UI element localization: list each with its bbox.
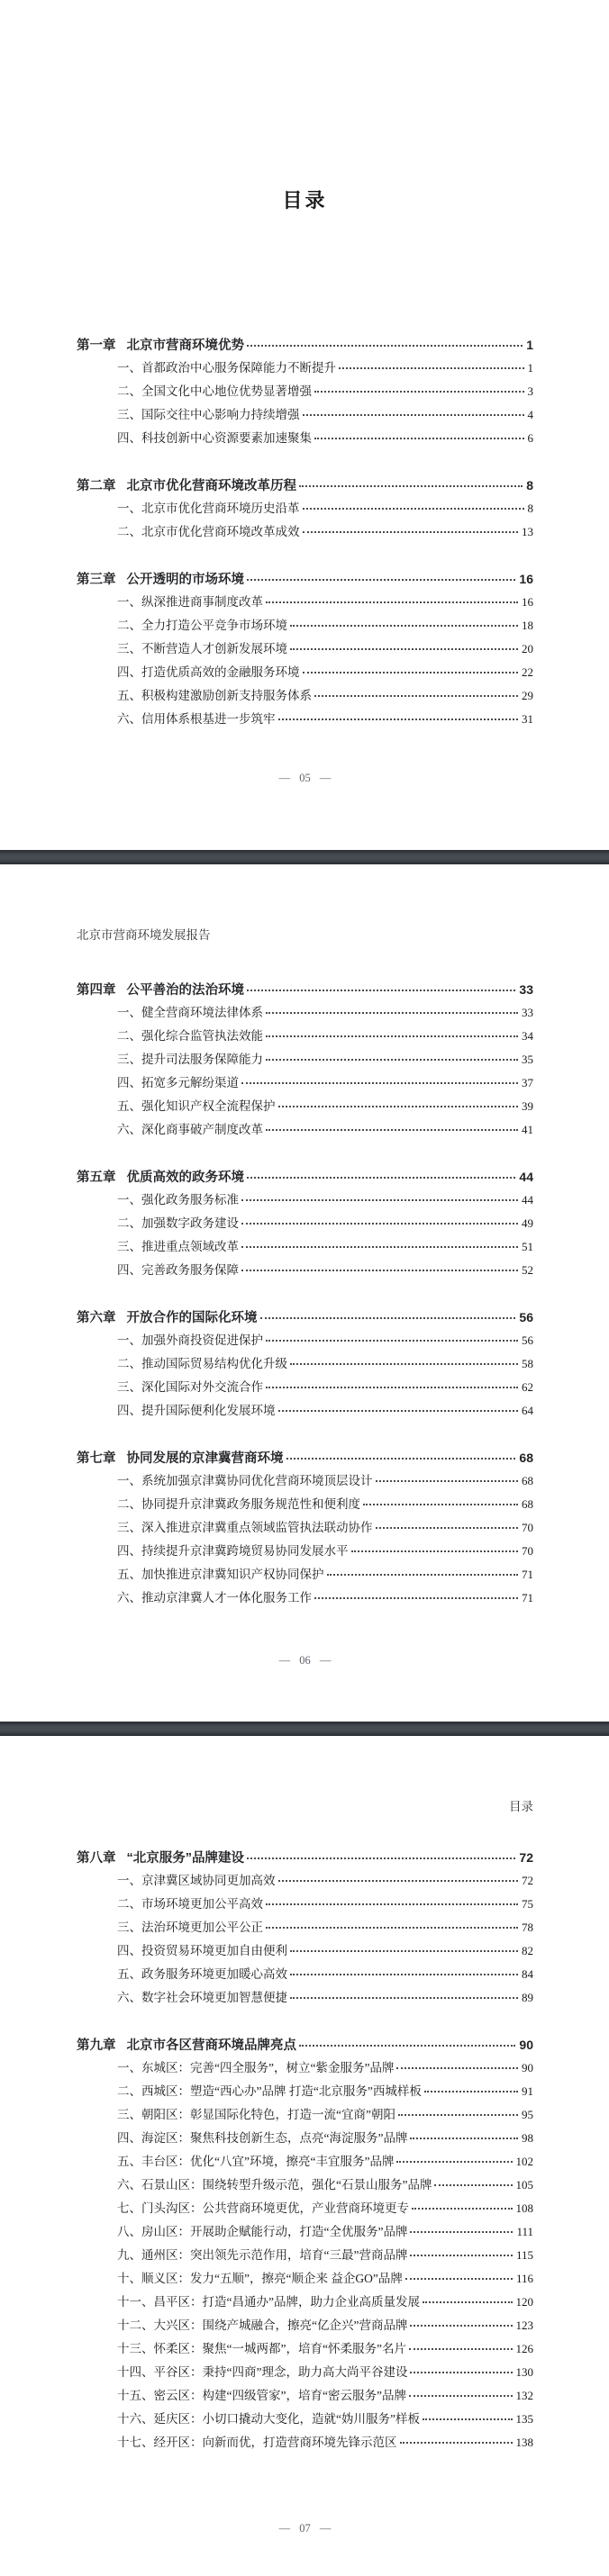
item-page-number: 13 <box>522 525 533 538</box>
chapter-block <box>77 1306 533 1423</box>
chapter-list <box>77 333 533 731</box>
dot-leader <box>410 2255 512 2256</box>
item-title: 二、北京市优化营商环境改革成效 <box>117 525 300 538</box>
page-number-footer: — 07 — <box>278 2522 332 2535</box>
chapter-page-number: 33 <box>519 982 533 997</box>
item-title: 六、石景山区：围绕转型升级示范，强化“石景山服务”品牌 <box>117 2178 432 2192</box>
item-page-number: 123 <box>515 2318 533 2332</box>
item-title: 四、打造优质高效的金融服务环境 <box>117 665 300 679</box>
dot-leader <box>410 2372 512 2373</box>
toc-item-entry <box>77 1563 533 1586</box>
item-title: 二、西城区：塑造“西心办”品牌 打造“北京服务”西城样板 <box>117 2084 422 2098</box>
chapter-number: 第三章 <box>77 573 116 587</box>
item-title: 五、强化知识产权全流程保护 <box>117 1099 276 1113</box>
item-page-number: 68 <box>522 1497 533 1511</box>
item-title: 十一、昌平区：打造“昌通办”品牌，助力企业高质量发展 <box>117 2295 420 2309</box>
item-page-number: 135 <box>515 2412 533 2426</box>
item-page-number: 34 <box>522 1029 533 1043</box>
toc-item-entry <box>77 1399 533 1423</box>
chapter-number: 第九章 <box>77 2038 116 2053</box>
item-page-number: 44 <box>522 1193 533 1207</box>
item-page-number: 68 <box>522 1474 533 1487</box>
dot-leader <box>376 1527 519 1529</box>
toc-item-entry <box>77 1893 533 1916</box>
item-title: 四、提升国际便利化发展环境 <box>117 1404 276 1417</box>
chapter-number: 第六章 <box>77 1311 116 1325</box>
dot-leader <box>400 2442 513 2444</box>
toc-page-06 <box>0 864 609 1722</box>
item-page-number: 130 <box>515 2365 533 2379</box>
item-page-number: 39 <box>522 1099 533 1113</box>
chapter-page-number: 1 <box>526 338 533 352</box>
dot-leader <box>363 1504 518 1505</box>
toc-item-entry <box>77 614 533 637</box>
chapter-number: 第一章 <box>77 339 116 353</box>
item-title: 一、首都政治中心服务保障能力不断提升 <box>117 361 336 375</box>
dot-leader <box>266 1129 518 1131</box>
dot-leader <box>247 345 523 347</box>
item-page-number: 102 <box>515 2155 533 2168</box>
item-page-number: 138 <box>515 2436 533 2449</box>
chapter-title: “北京服务”品牌建设 <box>126 1851 244 1866</box>
item-page-number: 71 <box>522 1591 533 1604</box>
item-title: 二、全力打造公平竞争市场环境 <box>117 619 287 632</box>
dot-leader <box>299 2045 515 2047</box>
dot-leader <box>409 2395 513 2397</box>
dot-leader <box>410 2138 518 2139</box>
chapter-page-number: 8 <box>526 478 533 493</box>
dot-leader <box>290 625 518 627</box>
chapter-entry <box>77 474 533 497</box>
dot-leader <box>396 2161 512 2163</box>
dot-leader <box>278 1880 519 1882</box>
toc-item-entry <box>77 1469 533 1493</box>
toc-item-entry <box>77 2337 533 2361</box>
dot-leader <box>241 1082 518 1084</box>
dot-leader <box>241 1246 518 1248</box>
item-title: 十六、延庆区：小切口撬动大变化，造就“妫川服务”样板 <box>117 2412 420 2426</box>
item-page-number: 70 <box>522 1544 533 1558</box>
toc-item-entry <box>77 403 533 427</box>
chapter-number: 第七章 <box>77 1451 116 1466</box>
item-page-number: 82 <box>522 1944 533 1957</box>
item-page-number: 16 <box>522 595 533 609</box>
chapter-list <box>77 1846 533 2454</box>
chapter-title: 公开透明的市场环境 <box>126 573 244 587</box>
item-page-number: 132 <box>515 2389 533 2402</box>
chapter-entry <box>77 1446 533 1469</box>
chapter-block <box>77 567 533 731</box>
chapter-page-number: 72 <box>519 1850 533 1865</box>
item-title: 九、通州区：突出领先示范作用，培育“三最”营商品牌 <box>117 2248 408 2262</box>
dot-leader <box>247 579 515 581</box>
item-title: 六、数字社会环境更加智慧便捷 <box>117 1991 287 2004</box>
toc-item-entry <box>77 1259 533 1282</box>
toc-item-entry <box>77 1048 533 1071</box>
item-title: 三、法治环境更加公平公正 <box>117 1921 263 1934</box>
dot-leader <box>424 2091 518 2092</box>
toc-item-entry <box>77 2361 533 2384</box>
item-title: 二、强化综合监管执法效能 <box>117 1029 263 1043</box>
dot-leader <box>266 1059 518 1061</box>
chapter-title: 开放合作的国际化环境 <box>126 1311 258 1325</box>
toc-item-entry <box>77 2220 533 2244</box>
toc-item-entry <box>77 1376 533 1399</box>
dot-leader <box>241 1270 518 1271</box>
page-separator <box>0 850 609 864</box>
item-page-number: 89 <box>522 1991 533 2004</box>
item-page-number: 62 <box>522 1380 533 1394</box>
chapter-title: 北京市优化营商环境改革历程 <box>126 479 296 493</box>
running-header-toc: 目录 <box>509 1800 533 1813</box>
item-title: 五、丰台区：优化“八宜”环境，擦亮“丰宜服务”品牌 <box>117 2155 395 2168</box>
page-content <box>77 1736 533 2537</box>
item-page-number: 98 <box>522 2131 533 2145</box>
item-title: 三、国际交往中心影响力持续增强 <box>117 408 300 421</box>
chapter-block <box>77 1846 533 2010</box>
dot-leader <box>290 1974 518 1975</box>
toc-item-entry <box>77 2127 533 2150</box>
item-title: 二、协同提升京津冀政务服务规范性和便利度 <box>117 1497 360 1511</box>
item-page-number: 71 <box>522 1568 533 1581</box>
toc-item-entry <box>77 1986 533 2010</box>
dot-leader <box>314 695 518 697</box>
toc-item-entry <box>77 497 533 520</box>
item-title: 二、市场环境更加公平高效 <box>117 1897 263 1911</box>
item-page-number: 105 <box>515 2178 533 2192</box>
item-page-number: 72 <box>522 1874 533 1887</box>
item-title: 十二、大兴区：围绕产城融合，擦亮“亿企兴”营商品牌 <box>117 2318 408 2332</box>
chapter-block <box>77 1446 533 1610</box>
toc-item-entry <box>77 1189 533 1212</box>
toc-item-entry <box>77 2384 533 2408</box>
item-page-number: 70 <box>522 1521 533 1534</box>
item-page-number: 41 <box>522 1123 533 1136</box>
item-title: 三、深化国际对外交流合作 <box>117 1380 263 1394</box>
page-content <box>77 0 533 787</box>
dot-leader <box>409 2348 513 2350</box>
item-title: 四、完善政务服务保障 <box>117 1263 239 1277</box>
dot-leader <box>410 2231 513 2233</box>
toc-item-entry <box>77 1235 533 1259</box>
page-separator <box>0 1722 609 1736</box>
item-page-number: 115 <box>515 2248 533 2262</box>
dot-leader <box>278 719 519 720</box>
chapter-entry <box>77 1846 533 1869</box>
item-page-number: 49 <box>522 1216 533 1230</box>
dot-leader <box>398 2114 518 2116</box>
chapter-entry <box>77 1306 533 1329</box>
chapter-page-number: 68 <box>519 1451 533 1465</box>
toc-item-entry <box>77 684 533 708</box>
item-page-number: 20 <box>522 642 533 655</box>
item-title: 二、全国文化中心地位优势显著增强 <box>117 384 312 398</box>
dot-leader <box>299 485 523 487</box>
dot-leader <box>278 1106 519 1107</box>
toc-item-entry <box>77 2267 533 2291</box>
dot-leader <box>434 2184 512 2186</box>
item-page-number: 51 <box>522 1240 533 1253</box>
page-number-footer: — 06 — <box>278 1654 332 1667</box>
item-title: 三、推进重点领域改革 <box>117 1240 239 1253</box>
item-title: 一、加强外商投资促进保护 <box>117 1333 263 1347</box>
toc-item-entry <box>77 1095 533 1118</box>
toc-item-entry <box>77 2431 533 2454</box>
toc-item-entry <box>77 1352 533 1376</box>
item-title: 七、门头沟区：公共营商环境更优，产业营商环境更专 <box>117 2201 409 2215</box>
item-page-number: 4 <box>527 408 533 421</box>
item-title: 三、深入推进京津冀重点领域监管执法联动协作 <box>117 1521 373 1534</box>
dot-leader <box>266 601 518 603</box>
item-title: 十三、怀柔区：聚焦“一城两都”，培育“怀柔服务”名片 <box>117 2342 406 2355</box>
toc-item-entry <box>77 2314 533 2337</box>
toc-item-entry <box>77 1963 533 1986</box>
item-page-number: 6 <box>527 431 533 445</box>
toc-item-entry <box>77 2150 533 2174</box>
dot-leader <box>247 1177 515 1179</box>
dot-leader <box>423 2301 513 2303</box>
item-title: 一、东城区：完善“四全服务”，树立“紫金服务”品牌 <box>117 2061 395 2074</box>
item-title: 一、北京市优化营商环境历史沿革 <box>117 502 300 515</box>
toc-item-entry <box>77 520 533 544</box>
item-title: 十四、平谷区：秉持“四商”理念，助力高大尚平谷建设 <box>117 2365 408 2379</box>
dot-leader <box>266 1340 518 1342</box>
toc-item-entry <box>77 357 533 380</box>
item-page-number: 3 <box>527 384 533 398</box>
item-page-number: 111 <box>516 2225 533 2238</box>
toc-item-entry <box>77 1916 533 1939</box>
item-page-number: 37 <box>522 1076 533 1089</box>
item-title: 十七、经开区：向新而优，打造营商环境先锋示范区 <box>117 2436 397 2449</box>
dot-leader <box>241 1199 518 1201</box>
toc-item-entry <box>77 2408 533 2431</box>
toc-item-entry <box>77 2174 533 2197</box>
item-title: 五、积极构建激励创新支持服务体系 <box>117 689 312 702</box>
toc-item-entry <box>77 427 533 450</box>
running-header-report-title: 北京市营商环境发展报告 <box>77 928 211 942</box>
toc-item-entry <box>77 637 533 661</box>
toc-item-entry <box>77 2080 533 2103</box>
dot-leader <box>303 672 519 673</box>
chapter-page-number: 16 <box>519 572 533 586</box>
chapter-block <box>77 2033 533 2454</box>
toc-item-entry <box>77 1329 533 1352</box>
item-page-number: 33 <box>522 1006 533 1019</box>
item-page-number: 108 <box>515 2201 533 2215</box>
item-title: 十、顺义区：发力“五顺”，擦亮“顺企来 益企GO”品牌 <box>117 2272 403 2285</box>
item-title: 十五、密云区：构建“四级管家”，培育“密云服务”品牌 <box>117 2389 406 2402</box>
dot-leader <box>260 1317 516 1319</box>
dot-leader <box>351 1550 519 1552</box>
toc-item-entry <box>77 1540 533 1563</box>
toc-item-entry <box>77 2291 533 2314</box>
toc-item-entry <box>77 591 533 614</box>
dot-leader <box>396 2067 518 2069</box>
toc-item-entry <box>77 1516 533 1540</box>
dot-leader <box>266 1903 518 1905</box>
chapter-block <box>77 333 533 450</box>
item-page-number: 64 <box>522 1404 533 1417</box>
dot-leader <box>247 990 515 991</box>
chapter-title: 优质高效的政务环境 <box>126 1170 244 1185</box>
item-title: 一、强化政务服务标准 <box>117 1193 239 1207</box>
item-title: 四、海淀区：聚焦科技创新生态，点亮“海淀服务”品牌 <box>117 2131 408 2145</box>
dot-leader <box>290 1363 518 1365</box>
dot-leader <box>327 1574 519 1576</box>
item-title: 六、信用体系根基进一步筑牢 <box>117 712 276 726</box>
item-page-number: 58 <box>522 1357 533 1370</box>
dot-leader <box>412 2208 513 2210</box>
dot-leader <box>339 367 524 369</box>
dot-leader <box>278 1410 519 1412</box>
dot-leader <box>410 2325 512 2327</box>
chapter-number: 第五章 <box>77 1170 116 1185</box>
chapter-entry <box>77 2033 533 2056</box>
toc-item-entry <box>77 1939 533 1963</box>
toc-item-entry <box>77 661 533 684</box>
dot-leader <box>303 531 519 533</box>
chapter-page-number: 56 <box>519 1310 533 1324</box>
item-title: 一、纵深推进商事制度改革 <box>117 595 263 609</box>
item-page-number: 91 <box>522 2084 533 2098</box>
item-title: 四、拓宽多元解纷渠道 <box>117 1076 239 1089</box>
toc-item-entry <box>77 1001 533 1025</box>
chapter-block <box>77 978 533 1142</box>
item-title: 四、投资贸易环境更加自由便利 <box>117 1944 287 1957</box>
dot-leader <box>266 1035 518 1037</box>
chapter-number: 第八章 <box>77 1851 116 1866</box>
item-title: 八、房山区：开展助企赋能行动，打造“全优服务”品牌 <box>117 2225 408 2238</box>
toc-item-entry <box>77 1118 533 1142</box>
toc-item-entry <box>77 1586 533 1610</box>
dot-leader <box>290 1950 518 1952</box>
chapter-title: 协同发展的京津冀营商环境 <box>126 1451 284 1466</box>
item-page-number: 29 <box>522 689 533 702</box>
dot-leader <box>423 2418 513 2420</box>
dot-leader <box>405 2278 513 2280</box>
item-title: 六、深化商事破产制度改革 <box>117 1123 263 1136</box>
page-content <box>77 864 533 1669</box>
toc-main-title: 目录 <box>282 189 328 212</box>
dot-leader <box>247 1857 515 1859</box>
toc-item-entry <box>77 2244 533 2267</box>
toc-item-entry <box>77 1212 533 1235</box>
toc-item-entry <box>77 2197 533 2220</box>
item-title: 四、持续提升京津冀跨境贸易协同发展水平 <box>117 1544 349 1558</box>
chapter-title: 北京市营商环境优势 <box>126 339 244 353</box>
chapter-entry <box>77 567 533 591</box>
dot-leader <box>314 1597 518 1599</box>
toc-item-entry <box>77 1869 533 1893</box>
item-page-number: 35 <box>522 1053 533 1066</box>
toc-page-05 <box>0 0 609 850</box>
dot-leader <box>241 1223 518 1225</box>
chapter-title: 公平善治的法治环境 <box>126 983 244 998</box>
dot-leader <box>314 391 524 393</box>
item-page-number: 78 <box>522 1921 533 1934</box>
toc-item-entry <box>77 380 533 403</box>
chapter-block <box>77 474 533 544</box>
dot-leader <box>290 648 518 650</box>
toc-item-entry <box>77 708 533 731</box>
dot-leader <box>303 508 524 510</box>
chapter-page-number: 90 <box>519 2038 533 2052</box>
item-title: 三、提升司法服务保障能力 <box>117 1053 263 1066</box>
item-page-number: 90 <box>522 2061 533 2074</box>
item-page-number: 18 <box>522 619 533 632</box>
dot-leader <box>303 414 524 416</box>
item-title: 二、推动国际贸易结构优化升级 <box>117 1357 287 1370</box>
chapter-number: 第四章 <box>77 983 116 998</box>
item-page-number: 1 <box>527 361 533 375</box>
item-page-number: 120 <box>515 2295 533 2309</box>
item-page-number: 95 <box>522 2108 533 2121</box>
chapter-list <box>77 978 533 1610</box>
item-page-number: 22 <box>522 665 533 679</box>
chapter-page-number: 44 <box>519 1170 533 1184</box>
chapter-entry <box>77 978 533 1001</box>
dot-leader <box>266 1927 518 1929</box>
item-page-number: 126 <box>515 2342 533 2355</box>
item-page-number: 75 <box>522 1897 533 1911</box>
item-page-number: 31 <box>522 712 533 726</box>
item-page-number: 84 <box>522 1967 533 1981</box>
toc-page-07 <box>0 1736 609 2576</box>
toc-item-entry <box>77 1493 533 1516</box>
chapter-number: 第二章 <box>77 479 116 493</box>
item-title: 五、政务服务环境更加暖心高效 <box>117 1967 287 1981</box>
toc-item-entry <box>77 2056 533 2080</box>
item-title: 一、系统加强京津冀协同优化营商环境顶层设计 <box>117 1474 373 1487</box>
dot-leader <box>314 438 524 439</box>
item-page-number: 8 <box>527 502 533 515</box>
chapter-title: 北京市各区营商环境品牌亮点 <box>126 2038 296 2053</box>
item-title: 一、京津冀区域协同更加高效 <box>117 1874 276 1887</box>
page-number-footer: — 05 — <box>278 772 332 784</box>
toc-item-entry <box>77 1025 533 1048</box>
dot-leader <box>266 1012 518 1014</box>
item-title: 二、加强数字政务建设 <box>117 1216 239 1230</box>
dot-leader <box>376 1480 519 1482</box>
chapter-block <box>77 1165 533 1282</box>
item-title: 三、不断营造人才创新发展环境 <box>117 642 287 655</box>
item-title: 三、朝阳区：彰显国际化特色，打造一流“宜商”朝阳 <box>117 2108 395 2121</box>
item-page-number: 52 <box>522 1263 533 1277</box>
chapter-entry <box>77 1165 533 1189</box>
dot-leader <box>290 1997 518 1999</box>
toc-item-entry <box>77 2103 533 2127</box>
dot-leader <box>286 1458 516 1460</box>
item-page-number: 56 <box>522 1333 533 1347</box>
toc-item-entry <box>77 1071 533 1095</box>
item-title: 四、科技创新中心资源要素加速聚集 <box>117 431 312 445</box>
dot-leader <box>266 1387 518 1388</box>
chapter-entry <box>77 333 533 357</box>
item-page-number: 116 <box>515 2272 533 2285</box>
item-title: 六、推动京津冀人才一体化服务工作 <box>117 1591 312 1604</box>
item-title: 一、健全营商环境法律体系 <box>117 1006 263 1019</box>
item-title: 五、加快推进京津冀知识产权协同保护 <box>117 1568 324 1581</box>
